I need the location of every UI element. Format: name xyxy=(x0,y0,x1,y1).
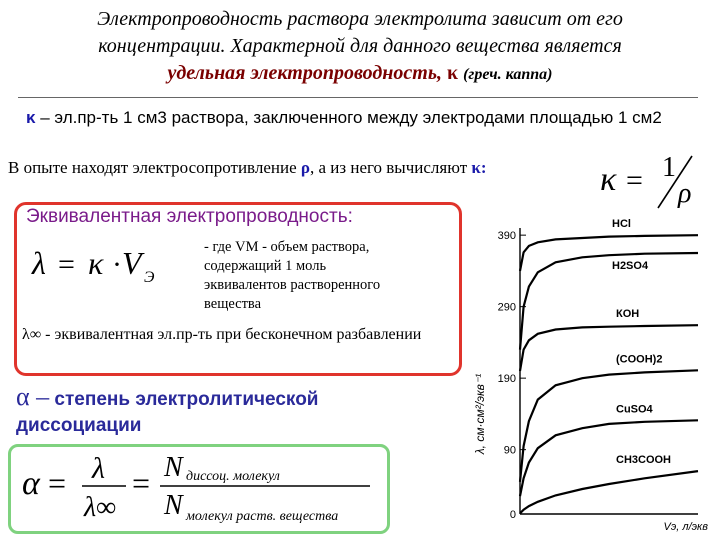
intro-line-3 xyxy=(0,60,720,88)
alpha-f-lambda-inf: λ∞ xyxy=(84,492,117,523)
alpha-f-num-sub: диссоц. молекул xyxy=(186,469,280,484)
conductivity-chart xyxy=(462,214,712,536)
lambda-V-sub: Э xyxy=(144,269,155,286)
series-line-h2so4 xyxy=(520,253,698,350)
alpha-symbol: α – xyxy=(16,382,50,411)
lambda-V: V xyxy=(122,245,142,281)
y-tick-label: 190 xyxy=(497,373,516,386)
greek-note: (греч. каппа) xyxy=(463,66,553,83)
series-line-ch3cooh xyxy=(520,471,698,513)
kappa-formula-den: ρ xyxy=(678,178,692,209)
equivalent-conductivity-title: Эквивалентная электропроводность: xyxy=(26,206,353,227)
series-label-h2so4: H2SO4 xyxy=(612,260,649,273)
kappa-formula-num: 1 xyxy=(662,152,676,183)
series-line-koh xyxy=(520,325,698,371)
kappa-definition xyxy=(26,108,662,128)
alpha-f-symbol: α xyxy=(22,465,40,502)
kappa-formula-lhs: κ xyxy=(600,161,617,198)
experiment-mid: , а из него вычисляют xyxy=(309,158,468,177)
lambda-symbol: λ xyxy=(32,245,46,281)
kappa-formula-eq: = xyxy=(626,164,643,197)
intro-text xyxy=(0,6,720,88)
alpha-f-eq1: = xyxy=(48,465,67,501)
specific-conductivity-term: удельная электропроводность, xyxy=(167,62,442,84)
y-tick-label: 290 xyxy=(497,301,516,314)
experiment-lead: В опыте находят электросопротивление xyxy=(8,158,297,177)
kappa-def-text: – эл.пр-ть 1 см3 раствора, заключенного между электродами площадью 1 см2 xyxy=(40,108,662,127)
chart-y-axis-label: λ, см·см²/экв⁻¹ xyxy=(473,373,487,455)
divider xyxy=(18,97,698,98)
rho-symbol: ρ xyxy=(300,158,310,177)
alpha-definition xyxy=(16,384,436,439)
series-label-cuso4: CuSO4 xyxy=(616,403,653,416)
series-label-ch3cooh: CH3COOH xyxy=(616,454,672,467)
alpha-line-2: диссоциации xyxy=(16,415,142,436)
alpha-formula xyxy=(18,446,380,528)
chart-tick-labels xyxy=(498,230,526,521)
vm-description xyxy=(204,238,444,314)
alpha-f-N-num: N xyxy=(164,452,183,483)
experiment-text xyxy=(8,158,487,178)
kappa-def-symbol: κ xyxy=(26,108,36,127)
y-tick-label: 0 xyxy=(509,509,516,521)
intro-line-1: Электропроводность раствора электролита зависит от его xyxy=(97,8,623,30)
alpha-f-N-den: N xyxy=(164,490,183,521)
vm-line-4: вещества xyxy=(204,296,262,312)
chart-series xyxy=(520,235,698,513)
kappa-symbol: κ xyxy=(446,62,459,84)
vm-line-1: - где VМ - объем раствора, xyxy=(204,239,370,255)
y-tick-label: 90 xyxy=(503,444,516,457)
lambda-kappa: κ xyxy=(88,245,104,281)
vm-line-3: эквивалентов растворенного xyxy=(204,277,381,293)
lambda-dot: · xyxy=(112,248,122,281)
series-line-cooh2 xyxy=(520,370,698,482)
lambda-formula xyxy=(30,236,200,292)
chart-x-axis-label: Vэ, л/экв xyxy=(663,521,708,533)
alpha-f-den-sub: молекул раств. вещества xyxy=(186,509,339,524)
intro-line-2: концентрации. Характерной для данного вещества является xyxy=(98,35,622,57)
vm-line-2: содержащий 1 моль xyxy=(204,258,327,274)
y-tick-label: 390 xyxy=(497,230,516,243)
kappa-formula xyxy=(596,150,706,212)
kappa-symbol-2: κ: xyxy=(471,158,487,177)
series-label-hcl: HCl xyxy=(612,218,631,231)
alpha-f-eq2: = xyxy=(132,465,151,501)
alpha-line-1: степень электролитической xyxy=(54,389,319,410)
alpha-f-lambda: λ xyxy=(92,452,105,485)
lambda-eq: = xyxy=(58,248,75,281)
lambda-infinity-text: λ∞ - эквивалентная эл.пр-ть при бесконечном разбавлении xyxy=(22,326,422,343)
series-label-koh: КОН xyxy=(616,308,640,321)
series-label-cooh2: (COOH)2 xyxy=(616,353,663,366)
